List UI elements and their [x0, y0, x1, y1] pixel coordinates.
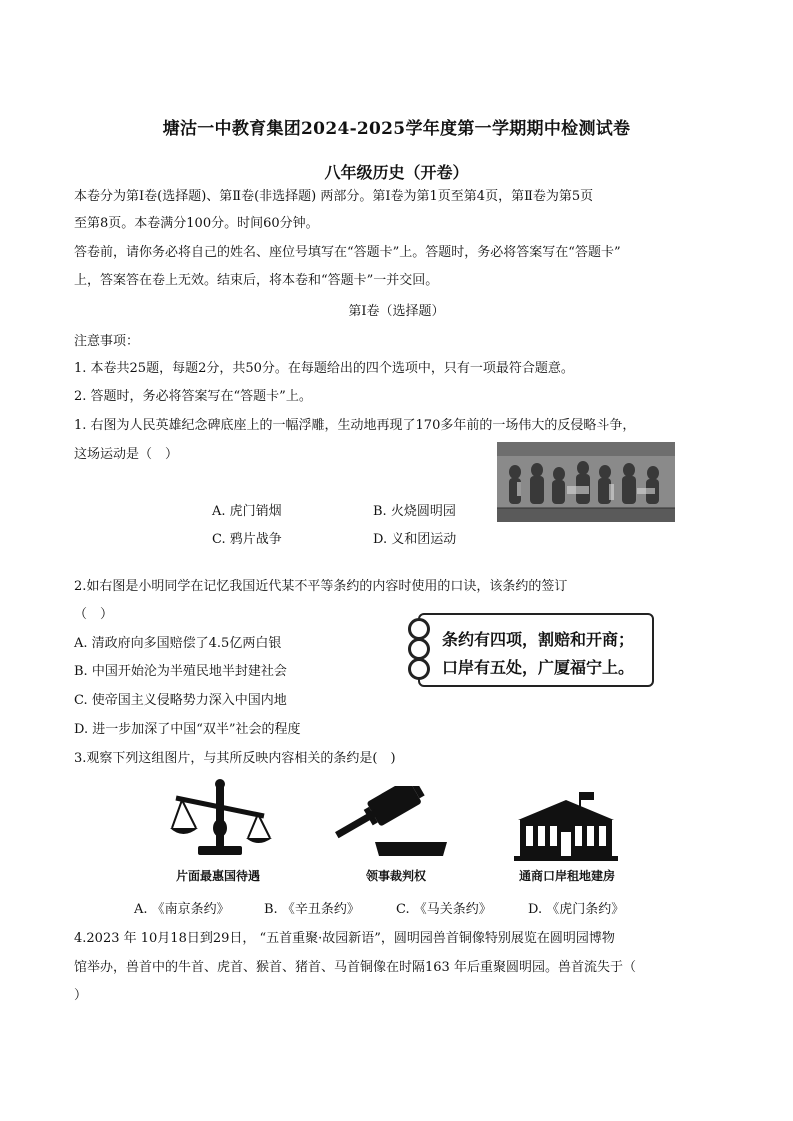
q2-option-b: B. 中国开始沦为半殖民地半封建社会 [74, 664, 287, 679]
q1-option-a: A. 虎门销烟 [212, 504, 282, 519]
q3-caption-3: 通商口岸租地建房 [519, 869, 616, 883]
q4-stem-line-3: ） [74, 988, 88, 1003]
q3-option-a: A. 《南京条约》 [134, 902, 230, 917]
note-item-1: 1. 本卷共25题，每题2分，共50分。在每题给出的四个选项中，只有一项最符合题意。 [74, 361, 574, 376]
section-title: 第Ⅰ卷（选择题） [348, 304, 445, 319]
building-icon [514, 790, 618, 862]
relief-sculpture-image [497, 442, 675, 522]
notebook-ring-icon [408, 658, 430, 680]
q3-option-c: C. 《马关条约》 [396, 902, 492, 917]
q1-option-d: D. 义和团运动 [373, 532, 457, 547]
q3-stem: 3.观察下列这组图片，与其所反映内容相关的条约是( ) [74, 751, 396, 766]
notebook-ring-icon [408, 618, 430, 640]
q3-caption-2: 领事裁判权 [366, 869, 427, 883]
intro-line-3: 答卷前，请你务必将自己的姓名、座位号填写在“答题卡”上。答题时，务必将答案写在“答题卡” [74, 245, 621, 260]
mnemonic-line-1: 条约有四项，割赔和开商； [442, 630, 635, 649]
q2-option-a: A. 清政府向多国赔偿了4.5亿两白银 [74, 636, 282, 651]
notes-heading: 注意事项： [74, 334, 140, 349]
intro-line-4: 上，答案答在卷上无效。结束后，将本卷和“答题卡”一并交回。 [74, 273, 439, 288]
note-item-2: 2. 答题时，务必将答案写在“答题卡”上。 [74, 389, 312, 404]
intro-line-1: 本卷分为第Ⅰ卷(选择题)、第Ⅱ卷(非选择题) 两部分。第Ⅰ卷为第1页至第4页，第Ⅱ卷为第5页 [74, 189, 594, 204]
q4-stem-line-1: 4.2023 年 10月18日到29日， “五首重聚·故园新语”，圆明园兽首铜像特别展览在圆明园博物 [74, 931, 615, 946]
q1-stem-line-2: 这场运动是（ ） [74, 447, 179, 462]
q2-option-d: D. 进一步加深了中国“双半”社会的程度 [74, 722, 301, 737]
q2-stem-line-1: 2.如右图是小明同学在记忆我国近代某不平等条约的内容时使用的口诀，该条约的签订 [74, 579, 568, 594]
notebook-ring-icon [408, 638, 430, 660]
intro-line-2: 至第8页。本卷满分100分。时间60分钟。 [74, 216, 319, 231]
gavel-icon [335, 786, 453, 860]
q1-option-c: C. 鸦片战争 [212, 532, 282, 547]
q3-caption-1: 片面最惠国待遇 [176, 869, 261, 883]
q3-option-b: B. 《辛丑条约》 [264, 902, 360, 917]
q3-option-d: D. 《虎门条约》 [528, 902, 625, 917]
exam-title: 塘沽一中教育集团2024-2025学年度第一学期期中检测试卷 [162, 119, 631, 139]
mnemonic-note-box [418, 613, 654, 687]
q1-option-b: B. 火烧圆明园 [373, 504, 456, 519]
mnemonic-line-2: 口岸有五处，广厦福宁上。 [442, 658, 635, 677]
q4-stem-line-2: 馆举办，兽首中的牛首、虎首、猴首、猪首、马首铜像在时隔163 年后重聚圆明园。兽首流失于（ [74, 960, 636, 975]
q2-stem-line-2: （ ） [74, 607, 114, 622]
scales-icon [168, 776, 273, 858]
exam-subtitle: 八年级历史（开卷） [324, 163, 469, 182]
q1-stem-line-1: 1. 右图为人民英雄纪念碑底座上的一幅浮雕，生动地再现了170多年前的一场伟大的反侵略斗争， [74, 418, 636, 433]
q2-option-c: C. 使帝国主义侵略势力深入中国内地 [74, 693, 287, 708]
